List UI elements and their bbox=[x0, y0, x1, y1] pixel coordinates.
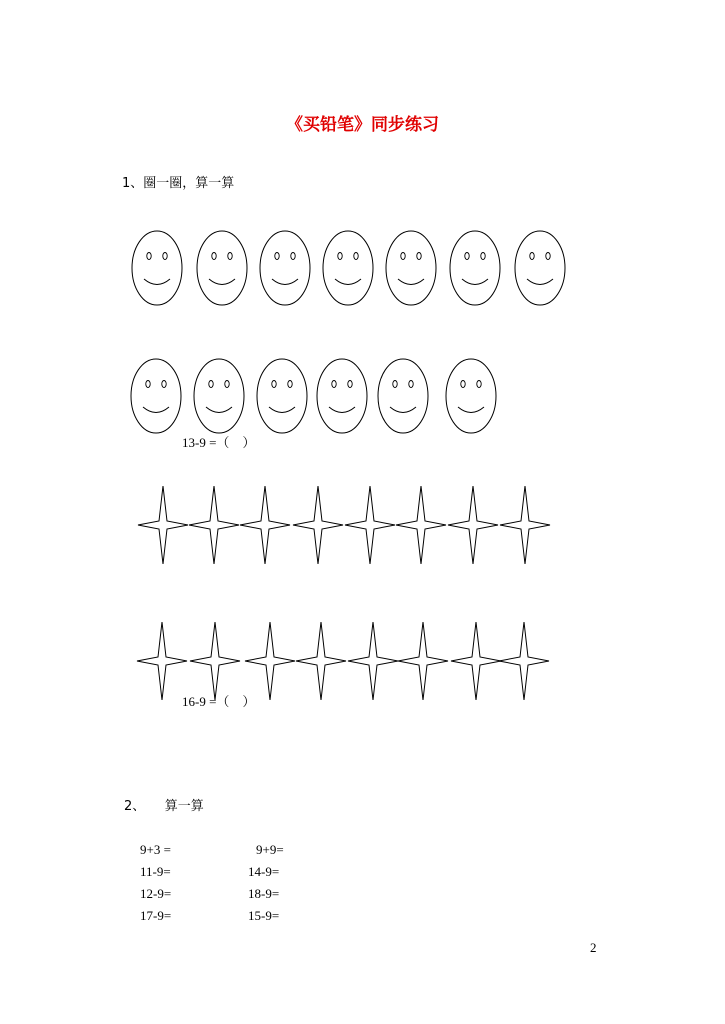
smiley-face-icon bbox=[197, 231, 247, 305]
calc-problem: 14-9= bbox=[248, 864, 280, 879]
smiley-face-icon bbox=[515, 231, 565, 305]
smiley-face-icon bbox=[386, 231, 436, 305]
smiley-face-icon bbox=[260, 231, 310, 305]
four-point-star-icon bbox=[245, 622, 295, 700]
calc-problem: 12-9= bbox=[140, 886, 172, 901]
four-point-star-icon bbox=[240, 486, 290, 564]
smiley-face-icon bbox=[132, 231, 182, 305]
four-point-star-icon bbox=[448, 486, 498, 564]
four-point-star-icon bbox=[500, 486, 550, 564]
four-point-star-icon bbox=[137, 622, 187, 700]
calc-column-left bbox=[140, 839, 171, 927]
smiley-face-icon bbox=[131, 359, 181, 433]
section-1-label: 1、圈一圈，算一算 bbox=[122, 176, 235, 191]
four-point-star-icon bbox=[189, 486, 239, 564]
star-row-1 bbox=[0, 484, 725, 568]
page-title: 《买铅笔》同步练习 bbox=[286, 115, 439, 135]
smiley-face-icon bbox=[257, 359, 307, 433]
calc-problem: 9+9= bbox=[256, 842, 284, 857]
smiley-face-icon bbox=[446, 359, 496, 433]
smiley-row-1 bbox=[0, 230, 725, 310]
four-point-star-icon bbox=[190, 622, 240, 700]
smiley-face-icon bbox=[378, 359, 428, 433]
smiley-face-icon bbox=[450, 231, 500, 305]
smiley-face-icon bbox=[317, 359, 367, 433]
calc-problem: 11-9= bbox=[140, 864, 171, 879]
calc-column-right bbox=[248, 839, 284, 927]
page-number: 2 bbox=[590, 940, 597, 955]
four-point-star-icon bbox=[398, 622, 448, 700]
smiley-row-2 bbox=[0, 358, 725, 438]
calc-problem: 15-9= bbox=[248, 908, 280, 923]
equation-13-9: 13-9 =（ ） bbox=[182, 435, 256, 450]
calc-problem: 9+3 = bbox=[140, 842, 171, 857]
four-point-star-icon bbox=[293, 486, 343, 564]
smiley-face-icon bbox=[194, 359, 244, 433]
calc-problem: 18-9= bbox=[248, 886, 280, 901]
four-point-star-icon bbox=[451, 622, 501, 700]
four-point-star-icon bbox=[348, 622, 398, 700]
four-point-star-icon bbox=[499, 622, 549, 700]
equation-16-9: 16-9 =（ ） bbox=[182, 694, 256, 709]
calc-problem: 17-9= bbox=[140, 908, 172, 923]
four-point-star-icon bbox=[345, 486, 395, 564]
star-row-2 bbox=[0, 620, 725, 704]
four-point-star-icon bbox=[138, 486, 188, 564]
smiley-face-icon bbox=[323, 231, 373, 305]
section-2-label: 2、 算一算 bbox=[124, 799, 204, 814]
four-point-star-icon bbox=[396, 486, 446, 564]
four-point-star-icon bbox=[296, 622, 346, 700]
